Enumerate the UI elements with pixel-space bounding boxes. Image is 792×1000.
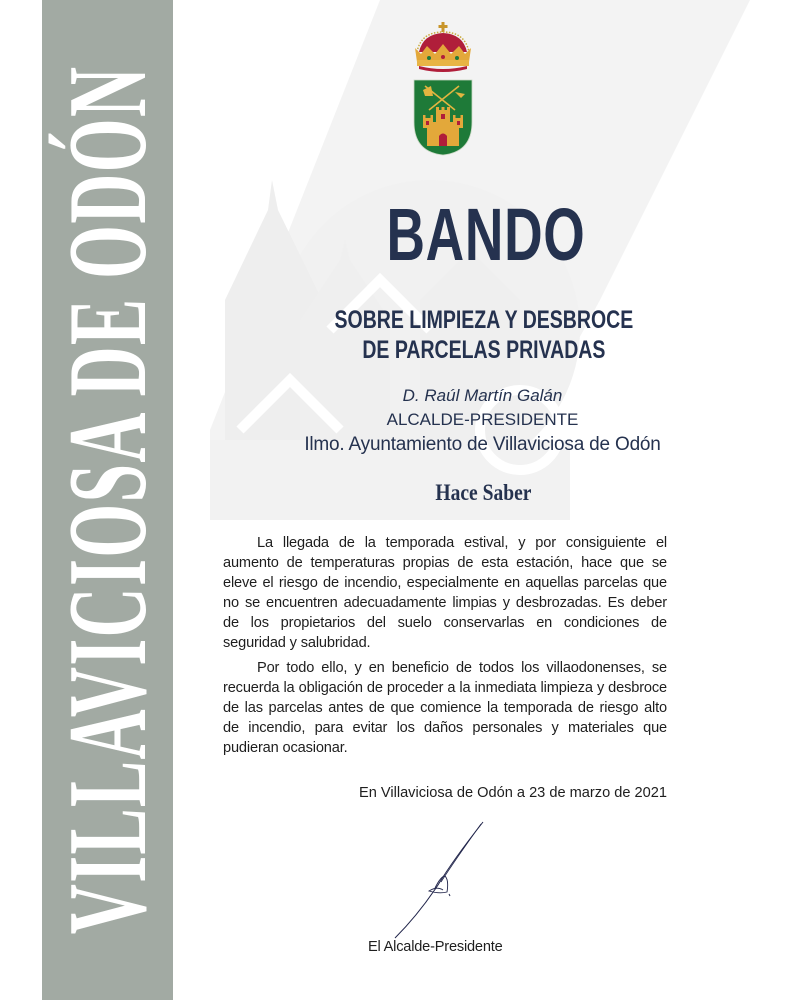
document-subtitle <box>242 305 725 365</box>
council-name: Ilmo. Ayuntamiento de Villaviciosa de Odón <box>304 434 661 455</box>
document-title: BANDO <box>386 193 586 276</box>
paragraph-text: La llegada de la temporada estival, y por consiguiente el aumento de temperaturas propias de esta estación, hace que se eleve el riesgo de incendio, especialmente en aquellas parcelas que no se encuentren adecuadamente limpias y desbrozadas. Es deber de los propietarios del suelo conservarlas en condiciones de seguridad y salubridad. <box>223 535 667 651</box>
signer-title: El Alcalde-Presidente <box>368 939 503 955</box>
document-content <box>173 0 792 1000</box>
sidebar-band <box>42 0 173 1000</box>
announcement-heading: Hace Saber <box>435 480 532 505</box>
coat-of-arms-icon <box>411 22 475 156</box>
subtitle-line-1: SOBRE LIMPIEZA Y DESBROCE <box>334 306 634 334</box>
subtitle-line-2: DE PARCELAS PRIVADAS <box>362 336 606 364</box>
body-paragraph-2 <box>223 658 667 758</box>
mayor-position: ALCALDE-PRESIDENTE <box>386 410 579 429</box>
mayor-name: D. Raúl Martín Galán <box>402 386 563 405</box>
body-paragraph-1 <box>223 533 667 653</box>
sidebar-vertical-title: VILLAVICIOSA DE ODÓN <box>45 65 170 935</box>
place-and-date: En Villaviciosa de Odón a 23 de marzo de 2021 <box>358 785 667 801</box>
signature-icon <box>393 820 493 940</box>
paragraph-text: Por todo ello, y en beneficio de todos los villaodonenses, se recuerda la obligación de proceder a la inmediata limpieza y desbroce de las parcelas antes de que comience la temporada de riesgo alto de incendio, para evitar los daños personales y materiales que pudieran ocasionar. <box>223 660 667 756</box>
